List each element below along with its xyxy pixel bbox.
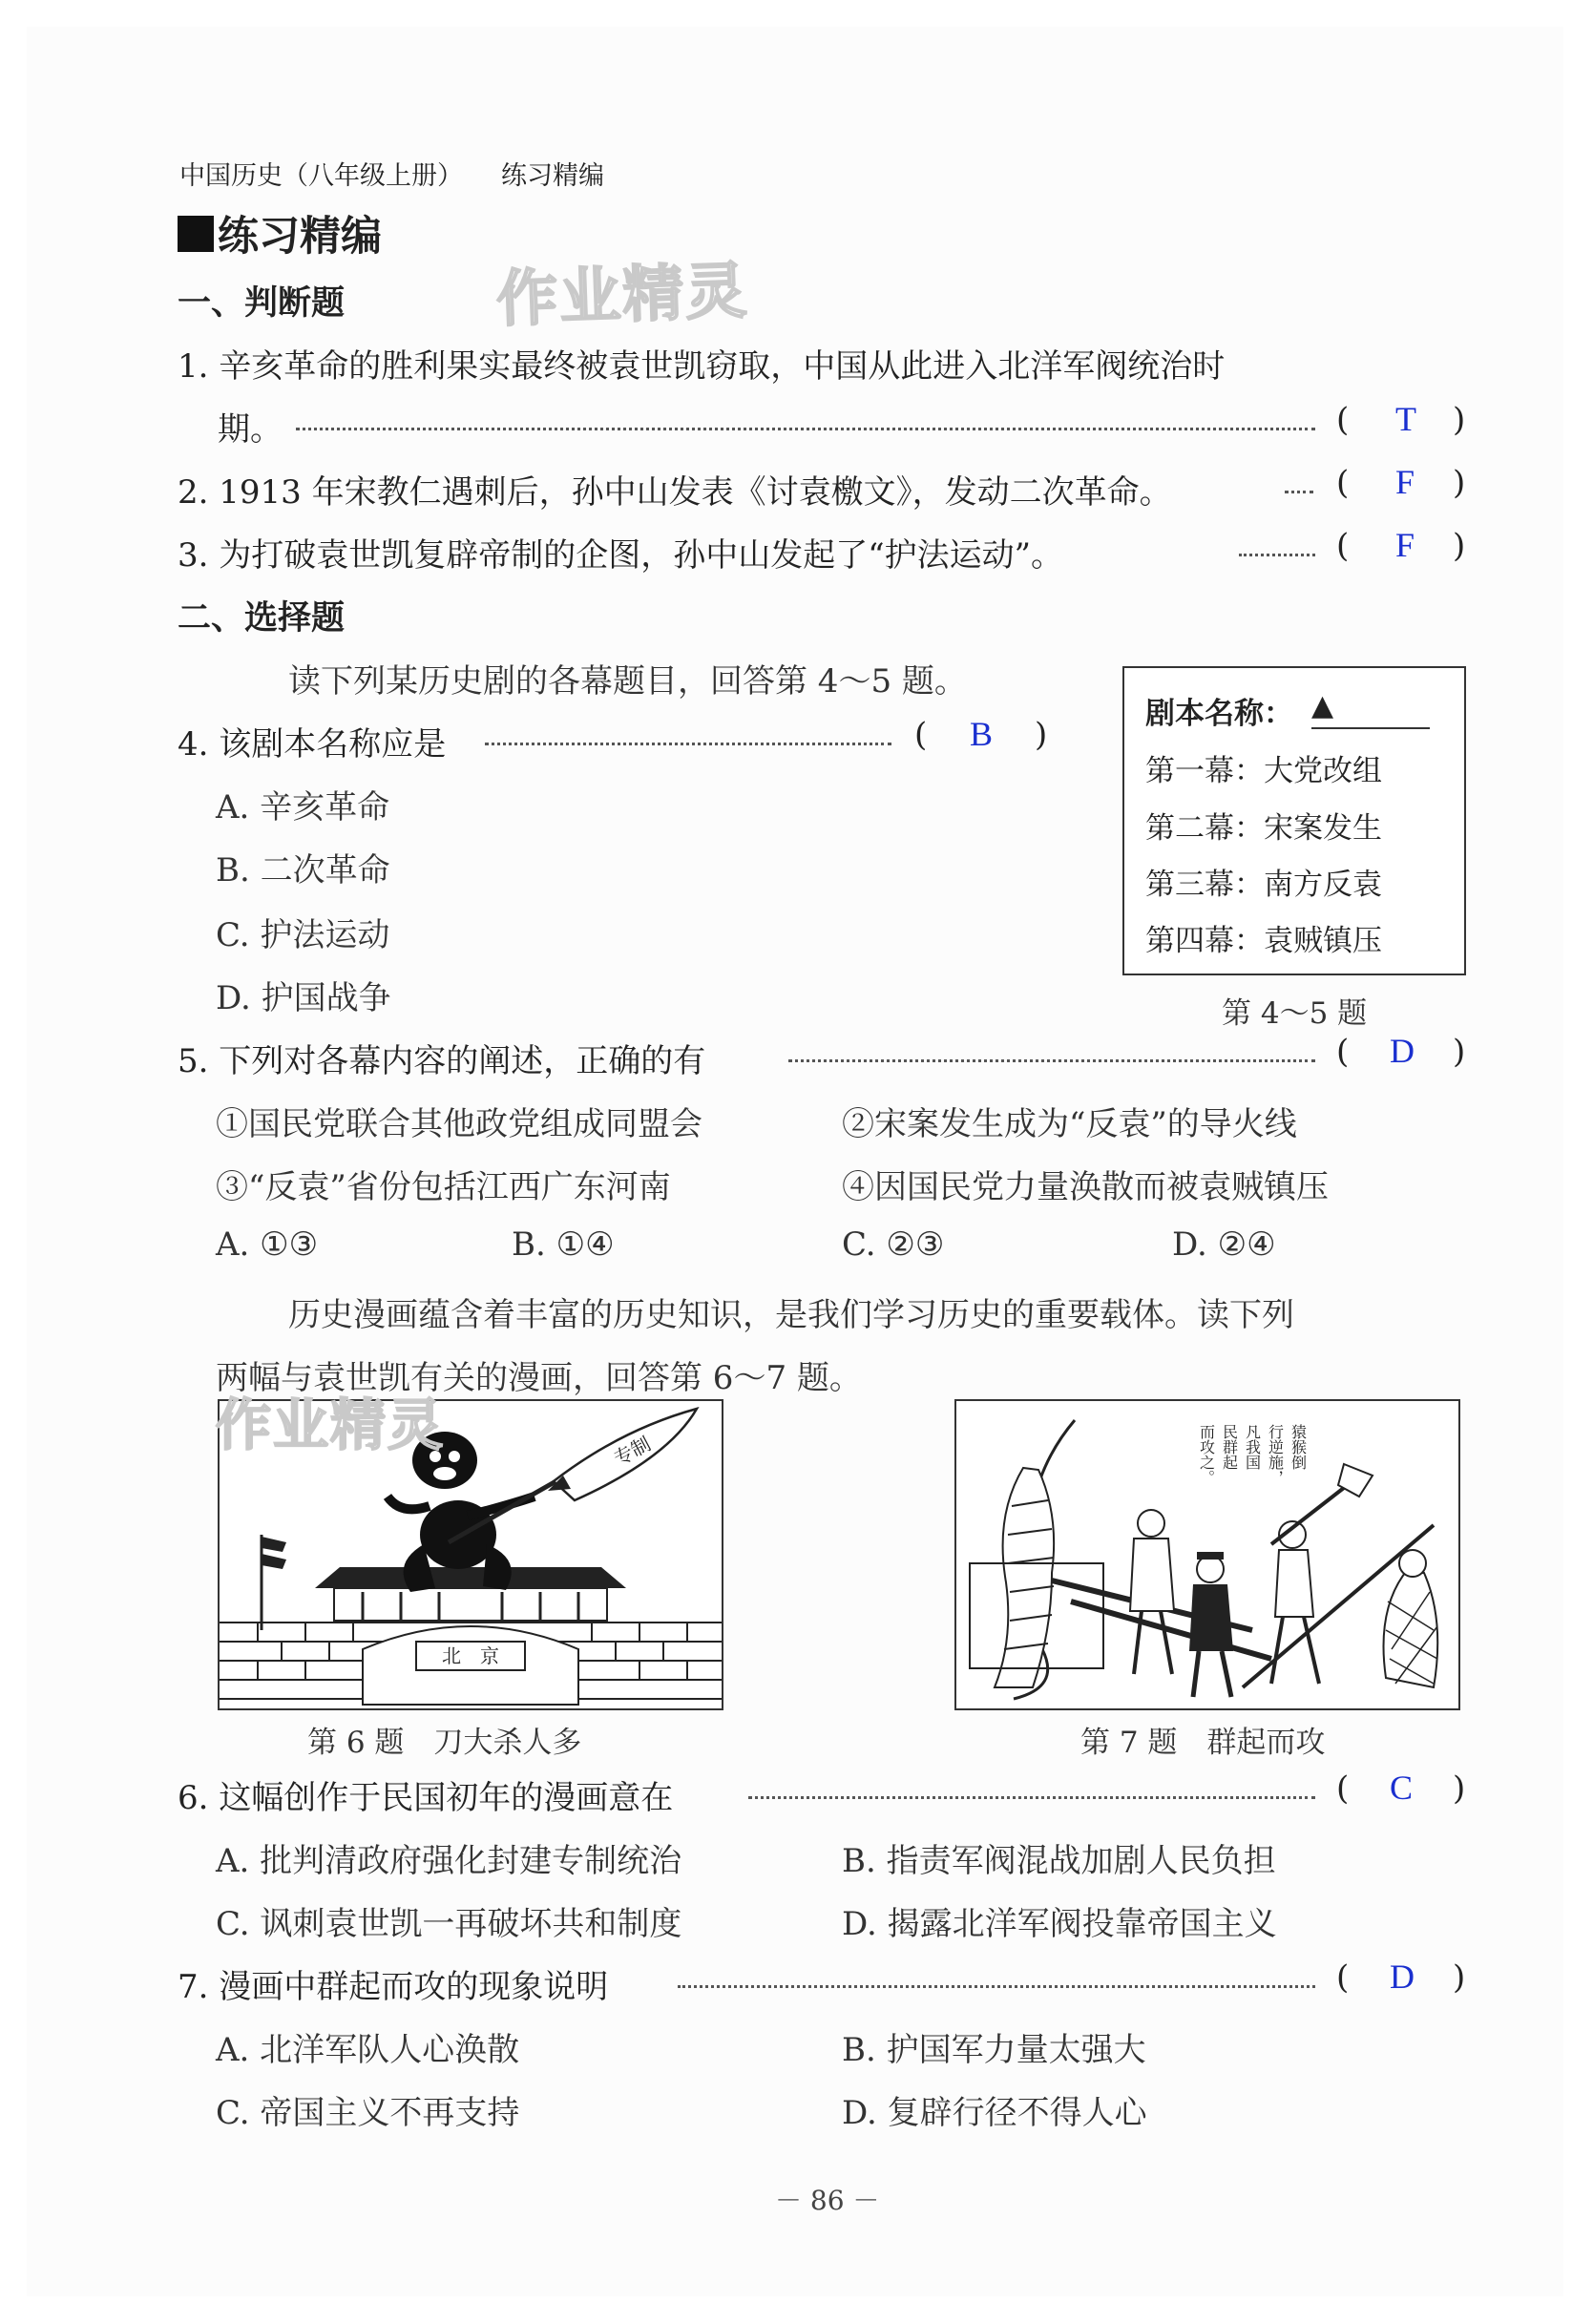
q7-paren-left: ( xyxy=(1336,1958,1350,1997)
q4-option-a: A. 辛亥革命 xyxy=(216,788,390,827)
comic7-inscription-5: 而攻之。 xyxy=(1197,1424,1216,1485)
play-act-2: 第二幕：宋案发生 xyxy=(1145,811,1382,846)
q5-statement-3: ③“反袁”省份包括江西广东河南 xyxy=(216,1168,671,1206)
q6-option-b: B. 指责军阀混战加剧人民负担 xyxy=(842,1842,1276,1880)
q3-text: 3. 为打破袁世凯复辟帝制的企图，孙中山发起了“护法运动”。 xyxy=(178,536,1064,575)
q5-stem: 5. 下列对各幕内容的阐述，正确的有 xyxy=(178,1042,706,1080)
q4-answer: B xyxy=(970,715,994,753)
play-box-title: 剧本名称： xyxy=(1145,697,1293,731)
play-box-blank-symbol: ▲ xyxy=(1311,689,1334,722)
header-section: 练习精编 xyxy=(501,161,604,191)
watermark-comic: 作业精灵 xyxy=(216,1392,446,1457)
q5-statement-2: ②宋案发生成为“反袁”的导火线 xyxy=(842,1105,1297,1143)
q6-option-a: A. 批判清政府强化封建专制统治 xyxy=(216,1842,682,1880)
comic6-gate-text: 北 京 xyxy=(442,1644,499,1667)
play-box-caption: 第 4～5 题 xyxy=(1222,996,1368,1031)
q6-stem: 6. 这幅创作于民国初年的漫画意在 xyxy=(178,1779,674,1817)
comic7-inscription-3: 凡我国 xyxy=(1243,1424,1262,1470)
q1-paren-left: ( xyxy=(1336,401,1350,439)
play-box-blank-line xyxy=(1311,727,1430,729)
q7-answer: D xyxy=(1390,1958,1415,1996)
q5-paren-right: ) xyxy=(1453,1033,1466,1071)
comic6-caption: 第 6 题 刀大杀人多 xyxy=(307,1726,582,1760)
section-title-text: 练习精编 xyxy=(218,213,382,261)
play-title-box xyxy=(1122,666,1466,975)
q7-paren-right: ) xyxy=(1453,1958,1466,1997)
q4-leader xyxy=(485,743,891,745)
q5-answer: D xyxy=(1390,1032,1415,1070)
q7-option-a: A. 北洋军队人心涣散 xyxy=(216,2031,520,2069)
header-book: 中国历史（八年级上册） xyxy=(179,161,463,191)
comic7-caption: 第 7 题 群起而攻 xyxy=(1080,1726,1326,1760)
q2-paren-right: ) xyxy=(1453,464,1466,502)
q3-answer: F xyxy=(1395,526,1415,564)
q1-line2: 期。 xyxy=(218,410,283,449)
q4-paren-left: ( xyxy=(914,716,928,754)
intro-q4-5: 读下列某历史剧的各幕题目，回答第 4～5 题。 xyxy=(288,662,967,701)
q6-option-c: C. 讽刺袁世凯一再破坏共和制度 xyxy=(216,1905,682,1943)
q1-paren-right: ) xyxy=(1453,401,1466,439)
q7-option-d: D. 复辟行径不得人心 xyxy=(842,2094,1147,2132)
q4-paren-right: ) xyxy=(1035,716,1048,754)
watermark-top: 作业精灵 xyxy=(494,256,750,336)
q5-option-b: B. ①④ xyxy=(512,1225,615,1264)
q6-paren-right: ) xyxy=(1453,1769,1466,1808)
q5-option-d: D. ②④ xyxy=(1172,1225,1276,1264)
q7-leader xyxy=(678,1985,1315,1988)
q7-option-b: B. 护国军力量太强大 xyxy=(842,2031,1146,2069)
intro-q6-7-line2: 两幅与袁世凯有关的漫画，回答第 6～7 题。 xyxy=(216,1359,862,1397)
q5-statement-1: ①国民党联合其他政党组成同盟会 xyxy=(216,1105,702,1143)
play-act-4: 第四幕：袁贼镇压 xyxy=(1145,924,1382,958)
comic7-inscription-1: 猿猴倒 xyxy=(1289,1424,1308,1470)
q6-option-d: D. 揭露北洋军阀投靠帝国主义 xyxy=(842,1905,1277,1943)
comic7-inscription-4: 民群起 xyxy=(1220,1424,1239,1470)
q1-line1: 1. 辛亥革命的胜利果实最终被袁世凯窃取，中国从此进入北洋军阀统治时 xyxy=(178,347,1226,386)
comic6-blade-text: 专制 xyxy=(610,1432,655,1471)
q5-leader xyxy=(788,1059,1315,1062)
q5-option-c: C. ②③ xyxy=(842,1225,945,1264)
q7-stem: 7. 漫画中群起而攻的现象说明 xyxy=(178,1968,609,2006)
intro-q6-7-line1: 历史漫画蕴含着丰富的历史知识，是我们学习历史的重要载体。读下列 xyxy=(288,1296,1294,1334)
play-act-3: 第三幕：南方反袁 xyxy=(1145,868,1382,902)
q4-option-d: D. 护国战争 xyxy=(216,979,391,1017)
square-bullet-icon xyxy=(178,216,214,252)
page-number: － 86 － xyxy=(775,2185,880,2216)
comic-group-attack xyxy=(954,1399,1460,1710)
q3-paren-left: ( xyxy=(1336,527,1350,565)
q5-option-a: A. ①③ xyxy=(216,1225,319,1264)
q5-paren-left: ( xyxy=(1336,1033,1350,1071)
q3-leader xyxy=(1239,554,1315,556)
q4-option-b: B. 二次革命 xyxy=(216,851,390,890)
q1-answer: T xyxy=(1395,400,1416,438)
q4-option-c: C. 护法运动 xyxy=(216,916,390,954)
q7-option-c: C. 帝国主义不再支持 xyxy=(216,2094,520,2132)
part2-heading: 二、选择题 xyxy=(178,599,346,638)
running-header xyxy=(179,155,604,192)
q2-leader xyxy=(1285,491,1313,493)
q4-stem: 4. 该剧本名称应是 xyxy=(178,725,447,764)
comic7-inscription-2: 行逆施， xyxy=(1266,1424,1285,1485)
section-title xyxy=(178,204,382,262)
q6-leader xyxy=(748,1796,1315,1799)
q2-paren-left: ( xyxy=(1336,464,1350,502)
q1-leader xyxy=(296,428,1315,430)
q2-answer: F xyxy=(1395,463,1415,501)
q6-paren-left: ( xyxy=(1336,1769,1350,1808)
q2-text: 2. 1913 年宋教仁遇刺后，孙中山发表《讨袁檄文》，发动二次革命。 xyxy=(178,473,1172,512)
part1-heading: 一、判断题 xyxy=(178,284,346,323)
q6-answer: C xyxy=(1390,1769,1414,1807)
q5-statement-4: ④因国民党力量涣散而被袁贼镇压 xyxy=(842,1168,1329,1206)
play-act-1: 第一幕：大党改组 xyxy=(1145,754,1382,788)
comic-group-attack-drawing xyxy=(956,1401,1458,1708)
q3-paren-right: ) xyxy=(1453,527,1466,565)
